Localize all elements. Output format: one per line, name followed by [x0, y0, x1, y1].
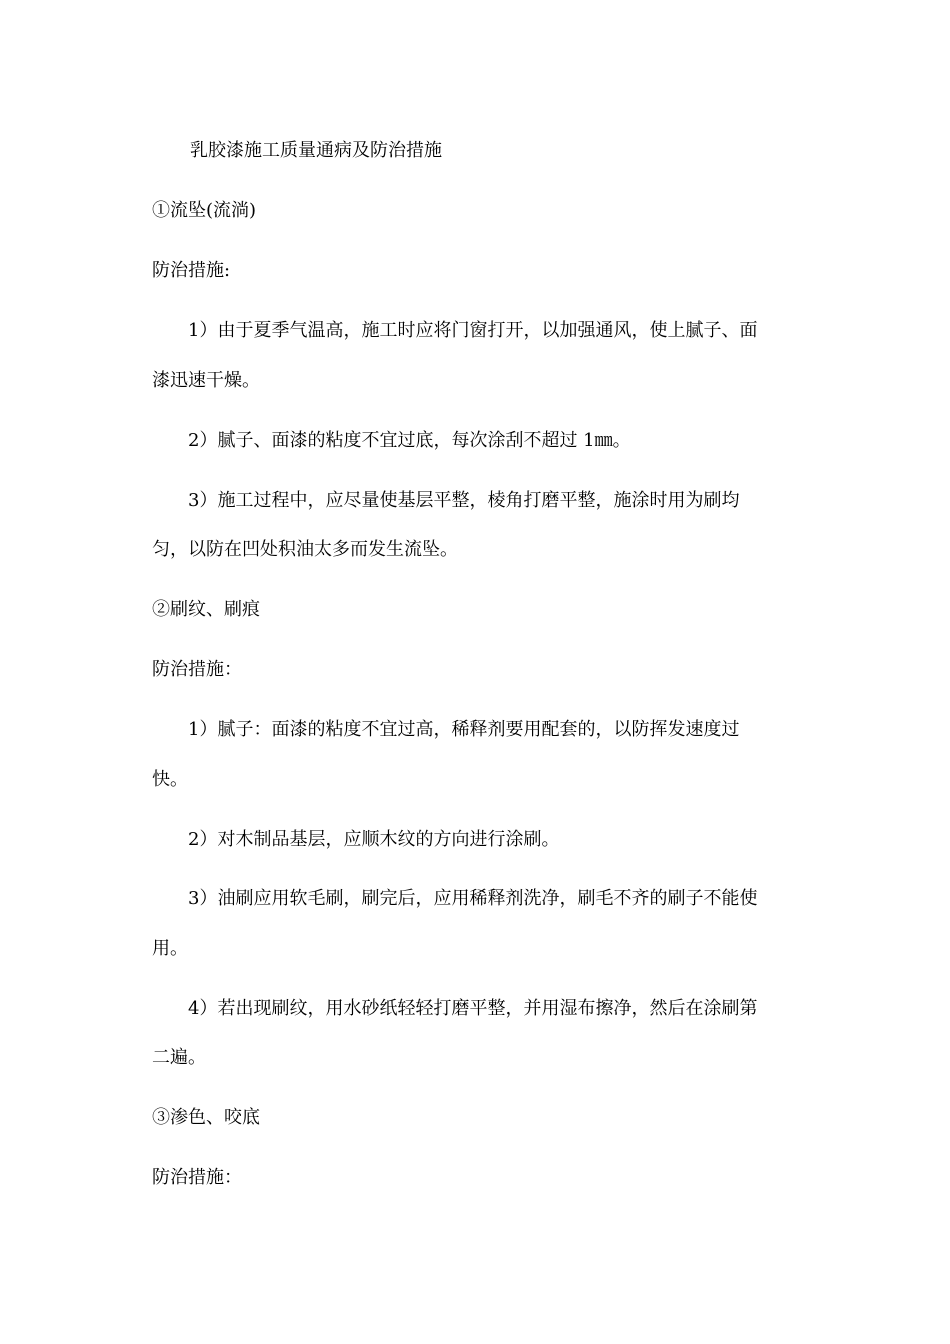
measure-item: 1）由于夏季气温高，施工时应将门窗打开，以加强通风，使上腻子、面	[188, 320, 758, 341]
measure-item: 1）腻子：面漆的粘度不宜过高，稀释剂要用配套的，以防挥发速度过	[188, 719, 740, 740]
measure-item: 4）若出现刷纹，用水砂纸轻轻打磨平整，并用湿布擦净，然后在涂刷第	[188, 998, 758, 1019]
measures-label: 防治措施：	[152, 1167, 242, 1188]
section-heading: ①流坠(流淌)	[152, 200, 257, 221]
measures-label: 防治措施：	[152, 659, 242, 680]
section-heading: ②刷纹、刷痕	[152, 599, 260, 620]
section-heading: ③渗色、咬底	[152, 1107, 260, 1128]
measure-item-continuation: 漆迅速干燥。	[152, 370, 260, 391]
measures-label: 防治措施:	[152, 260, 231, 281]
measure-item: 3）油刷应用软毛刷，刷完后，应用稀释剂洗净，刷毛不齐的刷子不能使	[188, 888, 758, 909]
measure-item-continuation: 快。	[152, 769, 188, 790]
measure-item: 2）对木制品基层，应顺木纹的方向进行涂刷。	[188, 829, 560, 850]
measure-item: 3）施工过程中，应尽量使基层平整，棱角打磨平整，施涂时用为刷均	[188, 490, 740, 511]
measure-item-continuation: 匀，以防在凹处积油太多而发生流坠。	[152, 539, 458, 560]
measure-item-continuation: 二遍。	[152, 1047, 206, 1068]
measure-item-continuation: 用。	[152, 938, 188, 959]
measure-item: 2）腻子、面漆的粘度不宜过底，每次涂刮不超过 1㎜。	[188, 430, 631, 451]
document-title: 乳胶漆施工质量通病及防治措施	[190, 140, 442, 161]
